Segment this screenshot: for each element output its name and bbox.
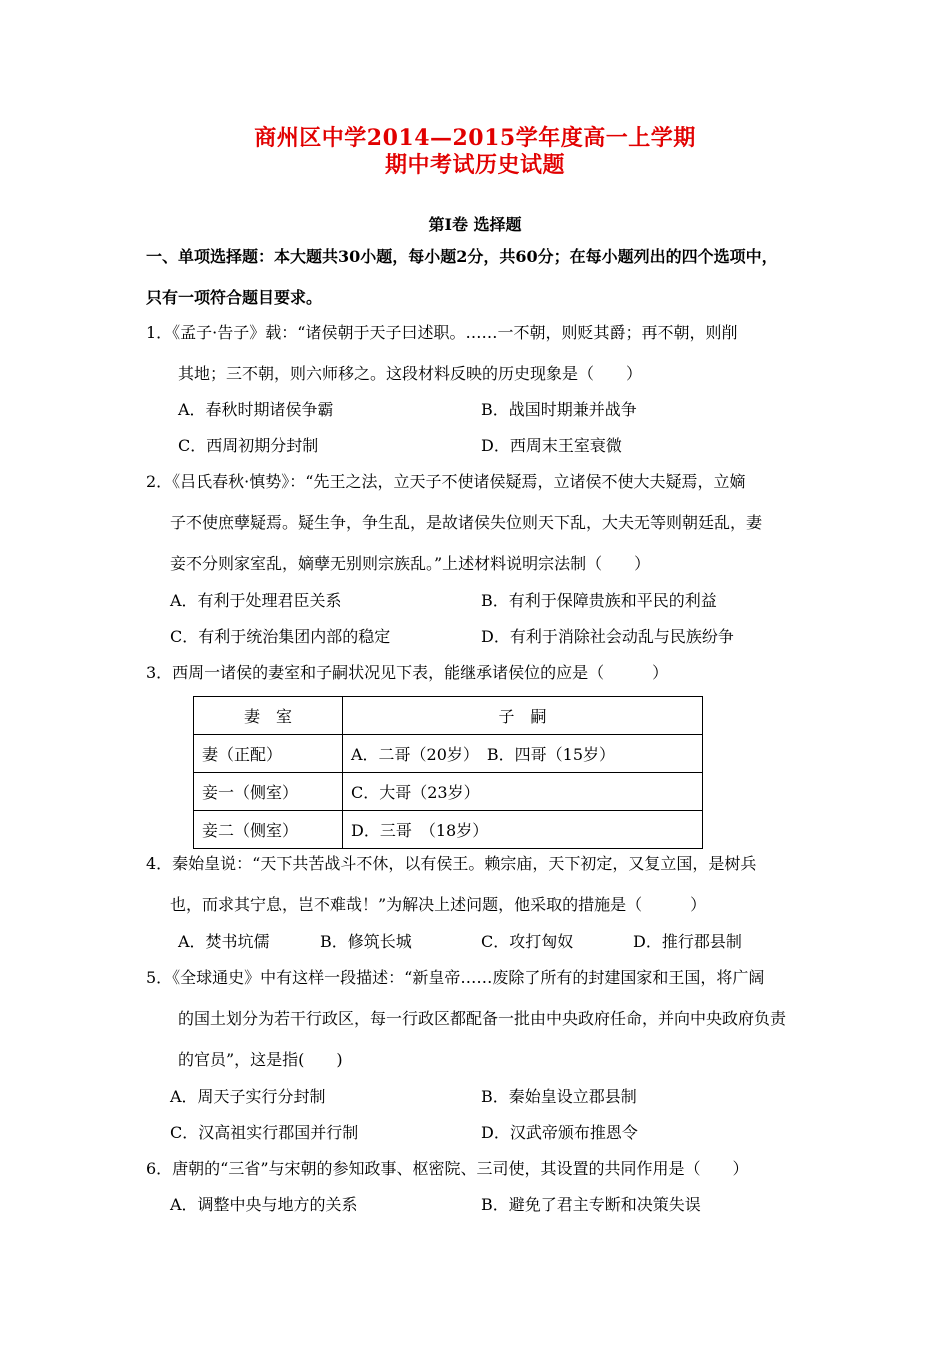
table-cell: C．大哥（23岁） bbox=[343, 773, 703, 811]
question-4-option-d: D．推行郡县制 bbox=[633, 932, 742, 951]
instruction-line1: 一、单项选择题：本大题共30小题，每小题2分，共60分；在每小题列出的四个选项中， bbox=[146, 247, 778, 266]
question-4-line2: 也，而求其宁息，岂不难哉！”为解决上述问题，他采取的措施是（ ） bbox=[170, 895, 707, 914]
question-1-line2: 其地；三不朝，则六师移之。这段材料反映的历史现象是（ ） bbox=[178, 364, 643, 383]
question-5-line2: 的国土划分为若干行政区，每一行政区都配备一批由中央政府任命，并向中央政府负责 bbox=[178, 1009, 787, 1028]
exam-title-line2: 期中考试历史试题 bbox=[384, 152, 565, 178]
question-1-option-d: D．西周末王室衰微 bbox=[481, 436, 622, 455]
table-cell: 妾一（侧室） bbox=[194, 773, 343, 811]
question-1-option-a: A．春秋时期诸侯争霸 bbox=[178, 400, 334, 419]
question-2-line2: 子不使庶孽疑焉。疑生争，争生乱，是故诸侯失位则天下乱，大夫无等则朝廷乱，妻 bbox=[170, 513, 763, 532]
table-row bbox=[194, 773, 703, 811]
table-cell: A．二哥（20岁） B．四哥（15岁） bbox=[343, 735, 703, 773]
table-cell: D．三哥 （18岁） bbox=[343, 811, 703, 849]
exam-title-line1: 商州区中学2014—2015学年度高一上学期 bbox=[254, 125, 696, 151]
question-4-option-a: A．焚书坑儒 bbox=[178, 932, 270, 951]
section-title: 第Ⅰ卷 选择题 bbox=[428, 215, 522, 234]
question-6-option-a: A．调整中央与地方的关系 bbox=[170, 1195, 358, 1214]
question-2-option-d: D．有利于消除社会动乱与民族纷争 bbox=[481, 627, 734, 646]
table-row bbox=[194, 735, 703, 773]
question-6-option-b: B．避免了君主专断和决策失误 bbox=[481, 1195, 701, 1214]
instruction-line2: 只有一项符合题目要求。 bbox=[146, 288, 323, 307]
question-1-line1: 1．《孟子·告子》载：“诸侯朝于天子曰述职。……一不朝，则贬其爵；再不朝，则削 bbox=[146, 323, 738, 342]
question-2-line3: 妾不分则家室乱，嫡孽无别则宗族乱。”上述材料说明宗法制（ ） bbox=[170, 554, 651, 573]
table-cell: 妻（正配） bbox=[194, 735, 343, 773]
wives-heirs-table bbox=[193, 696, 703, 849]
table-row bbox=[194, 811, 703, 849]
table-cell: 妾二（侧室） bbox=[194, 811, 343, 849]
table-header-cell: 妻 室 bbox=[194, 697, 343, 735]
question-4-line1: 4．秦始皇说：“天下共苦战斗不休，以有侯王。赖宗庙，天下初定，又复立国，是树兵 bbox=[146, 854, 757, 873]
question-5-option-d: D．汉武帝颁布推恩令 bbox=[481, 1123, 638, 1142]
table-header-row bbox=[194, 697, 703, 735]
question-2-line1: 2．《吕氏春秋·慎势》：“先王之法，立天子不使诸侯疑焉，立诸侯不使大夫疑焉，立嫡 bbox=[146, 472, 746, 491]
question-4-option-c: C．攻打匈奴 bbox=[481, 932, 574, 951]
question-5-line3: 的官员”，这是指( ) bbox=[178, 1050, 343, 1069]
question-5-option-c: C．汉高祖实行郡国并行制 bbox=[170, 1123, 359, 1142]
question-4-option-b: B．修筑长城 bbox=[320, 932, 412, 951]
question-6-line1: 6．唐朝的“三省”与宋朝的参知政事、枢密院、三司使，其设置的共同作用是（ ） bbox=[146, 1159, 749, 1178]
question-1-option-b: B．战国时期兼并战争 bbox=[481, 400, 637, 419]
question-2-option-b: B．有利于保障贵族和平民的利益 bbox=[481, 591, 717, 610]
question-2-option-a: A．有利于处理君臣关系 bbox=[170, 591, 342, 610]
table-header-cell: 子 嗣 bbox=[343, 697, 703, 735]
question-3-line1: 3．西周一诸侯的妻室和子嗣状况见下表，能继承诸侯位的应是（ ） bbox=[146, 663, 669, 682]
question-1-option-c: C．西周初期分封制 bbox=[178, 436, 319, 455]
question-5-option-a: A．周天子实行分封制 bbox=[170, 1087, 326, 1106]
question-5-option-b: B．秦始皇设立郡县制 bbox=[481, 1087, 637, 1106]
question-2-option-c: C．有利于统治集团内部的稳定 bbox=[170, 627, 391, 646]
question-5-line1: 5．《全球通史》中有这样一段描述：“新皇帝……废除了所有的封建国家和王国，将广阔 bbox=[146, 968, 765, 987]
